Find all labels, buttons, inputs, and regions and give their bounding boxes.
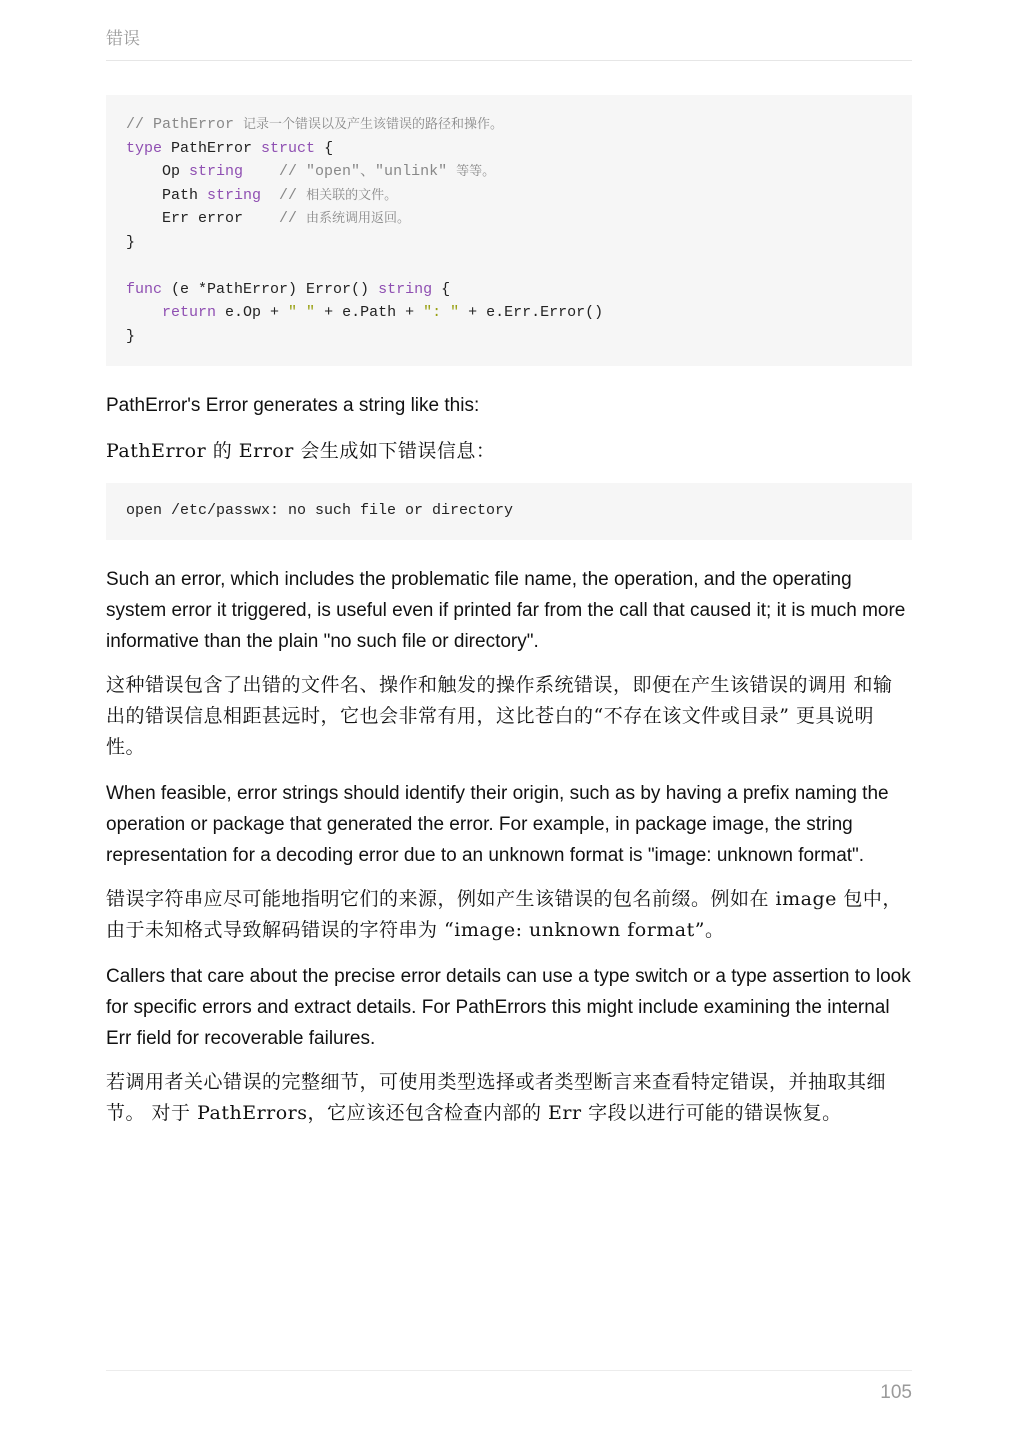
code-line: [126, 137, 892, 161]
code-token: //: [279, 186, 307, 204]
code-line: [126, 231, 892, 255]
code-token: ": ": [423, 304, 460, 321]
footer-divider: [106, 1370, 912, 1371]
code-token: 相关联的文件。: [306, 187, 398, 203]
code-token: Op: [126, 163, 190, 180]
code-token: 由系统调用返回。: [306, 211, 411, 226]
code-line: [126, 184, 892, 208]
code-token: {: [315, 139, 334, 157]
code-token: return: [162, 304, 217, 321]
code-token: {: [432, 280, 451, 298]
code-token: [126, 304, 162, 321]
code-token: 等等。: [456, 164, 496, 179]
code-token: struct: [261, 139, 316, 157]
code-token: func: [126, 280, 163, 298]
code-token: [261, 187, 279, 204]
paragraph-zh-1: PathError 的 Error 会生成如下错误信息：: [106, 440, 496, 462]
running-header: 错误: [106, 29, 140, 49]
code-token: + e.Err.Error(): [459, 304, 604, 321]
code-token: //: [279, 210, 307, 227]
code-line: [126, 325, 892, 349]
paragraph-zh-3: 错误字符串应尽可能地指明它们的来源，例如产生该错误的包名前缀。例如在 image 包中，由于未知格式导致解码错误的字符串为 “image: unknown format”。: [106, 887, 902, 941]
code-line: open /etc/passwx: no such file or directory: [126, 502, 514, 519]
paragraph-zh-2: 这种错误包含了出错的文件名、操作和触发的操作系统错误，即便在产生该错误的调用 和输出的错误信息相距甚远时，它也会非常有用，这比苍白的“不存在该文件或目录” 更具说明性。: [106, 673, 893, 758]
paragraph-en-2: Such an error, which includes the problematic file name, the operation, and the operating system error it triggered, is useful even if printed far from the call that caused it; it is much more informative than the plain "no such file or directory".: [106, 568, 906, 652]
paragraph-en-3: When feasible, error strings should identify their origin, such as by having a prefix naming the operation or package that generated the error. For example, in package image, the string representation for a decoding error due to an unknown format is "image: unknown format".: [106, 782, 889, 866]
code-token: string: [189, 163, 244, 180]
page-number: 105: [880, 1382, 912, 1403]
code-token: PathError: [162, 139, 262, 157]
code-token: }: [126, 327, 136, 345]
code-token: 记录一个错误以及产生该错误的路径和操作。: [243, 117, 504, 132]
code-token: (e *PathError) Error(): [162, 280, 379, 298]
header-divider: [106, 60, 912, 61]
code-token: string: [207, 186, 262, 204]
code-line: [126, 160, 892, 184]
code-token: string: [378, 280, 433, 298]
code-token: e.Op +: [216, 304, 289, 321]
code-token: + e.Path +: [315, 304, 424, 321]
code-token: [243, 163, 279, 180]
code-block-output: [106, 483, 912, 540]
paragraph-zh-4: 若调用者关心错误的完整细节，可使用类型选择或者类型断言来查看特定错误，并抽取其细节。 对于 PathErrors，它应该还包含检查内部的 Err 字段以进行可能的错误恢复。: [106, 1070, 887, 1124]
page-content: [106, 95, 912, 1129]
code-token: Err error: [126, 210, 280, 227]
code-block-path-error: [106, 95, 912, 366]
paragraph-en-4: Callers that care about the precise error details can use a type switch or a type assertion to look for specific errors and extract details. For PathErrors this might include examining the internal Err field for recoverable failures.: [106, 965, 911, 1049]
code-line: [126, 301, 892, 325]
code-token: " ": [288, 304, 316, 321]
code-token: }: [126, 233, 136, 251]
code-line: [126, 254, 892, 278]
code-line: [126, 207, 892, 231]
code-token: Path: [126, 186, 208, 204]
code-line: [126, 278, 892, 302]
paragraph-en-1: PathError's Error generates a string like this:: [106, 395, 480, 416]
code-token: type: [126, 139, 163, 157]
code-line: [126, 113, 892, 137]
code-token: // "open"、"unlink": [279, 163, 457, 180]
code-token: // PathError: [126, 116, 244, 133]
